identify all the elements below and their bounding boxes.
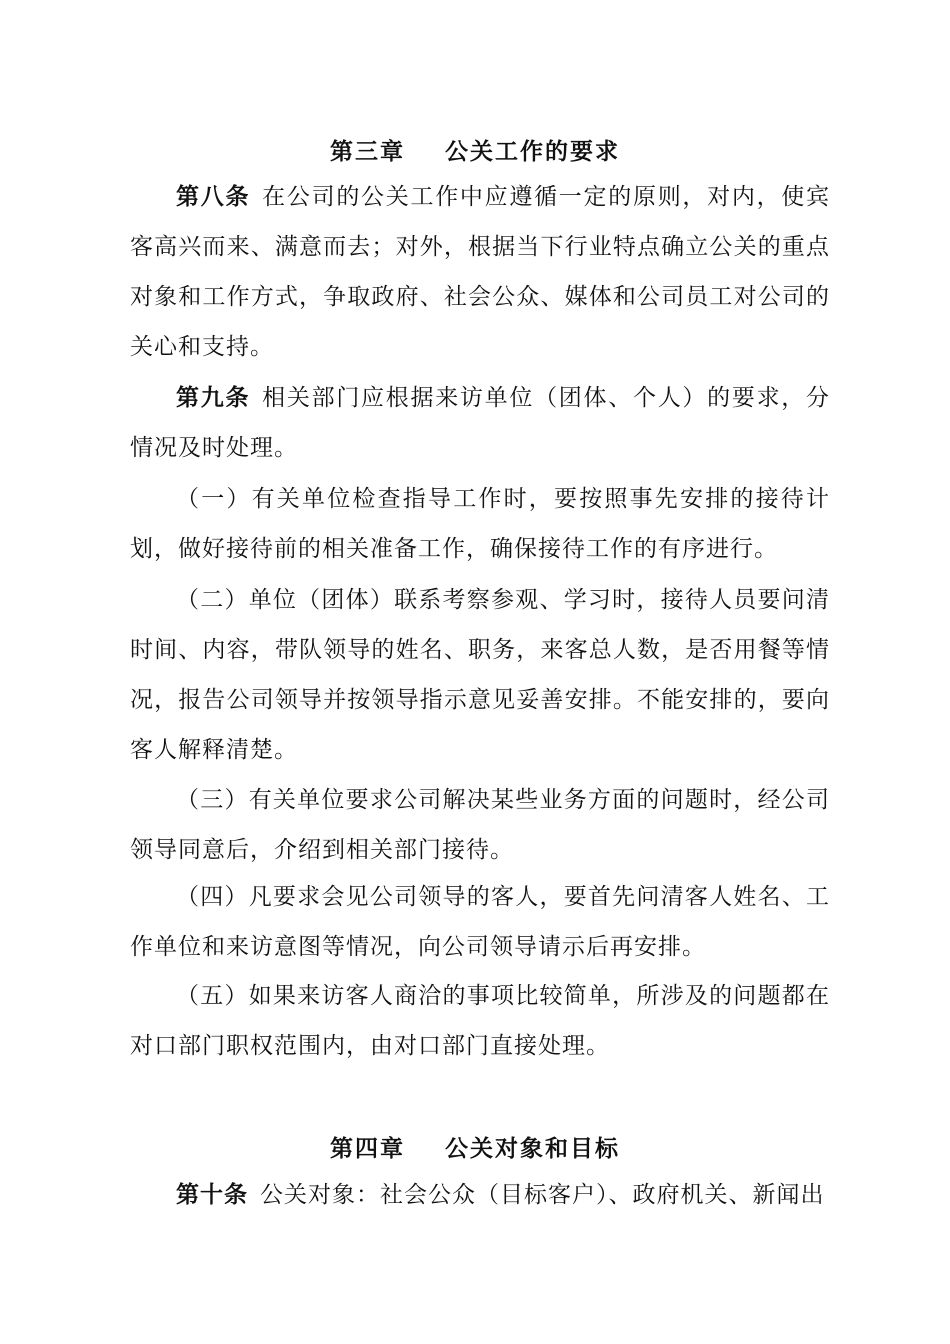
article-10-text: 公关对象：社会公众（目标客户）、政府机关、新闻出 bbox=[260, 1182, 825, 1208]
article-8-label: 第八条 bbox=[176, 184, 251, 210]
article-9-item-1: （一）有关单位检查指导工作时，要按照事先安排的接待计划，做好接待前的相关准备工作，确保接待工作的有序进行。 bbox=[130, 486, 830, 562]
article-9 bbox=[130, 373, 830, 473]
chapter-4-title: 第四章 公关对象和目标 bbox=[329, 1136, 621, 1162]
article-9-item-5: （五）如果来访客人商洽的事项比较简单，所涉及的问题都在对口部门职权范围内，由对口部门直接处理。 bbox=[130, 983, 830, 1059]
chapter-3-title: 第三章 公关工作的要求 bbox=[329, 139, 621, 165]
article-9-label: 第九条 bbox=[176, 385, 251, 411]
article-9-item-3: （三）有关单位要求公司解决某些业务方面的问题时，经公司领导同意后，介绍到相关部门接待。 bbox=[130, 787, 830, 863]
article-10 bbox=[130, 1170, 830, 1220]
article-9-text: 相关部门应根据来访单位（团体、个人）的要求，分情况及时处理。 bbox=[130, 385, 831, 461]
article-8-text: 在公司的公关工作中应遵循一定的原则，对内，使宾客高兴而来、满意而去；对外，根据当下行业特点确立公关的重点对象和工作方式，争取政府、社会公众、媒体和公司员工对公司的关心和支持。 bbox=[130, 184, 831, 360]
article-8 bbox=[130, 172, 830, 372]
article-9-item-2: （二）单位（团体）联系考察参观、学习时，接待人员要问清时间、内容，带队领导的姓名、职务，来客总人数，是否用餐等情况，报告公司领导并按领导指示意见妥善安排。不能安排的，要向客人解释清楚。 bbox=[130, 587, 830, 763]
article-10-label: 第十条 bbox=[176, 1182, 248, 1208]
article-9-item-4: （四）凡要求会见公司领导的客人，要首先问清客人姓名、工作单位和来访意图等情况，向公司领导请示后再安排。 bbox=[130, 884, 830, 960]
